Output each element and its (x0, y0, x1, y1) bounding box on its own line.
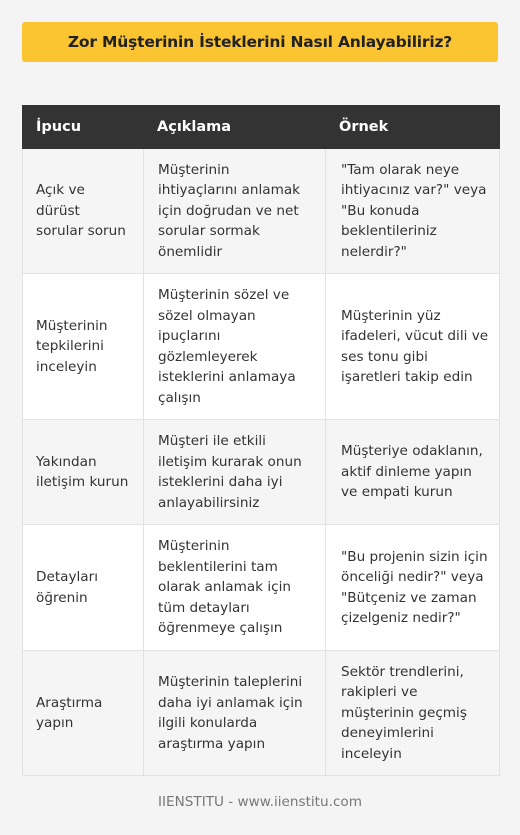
example-cell: Müşterinin yüz ifadeleri, vücut dili ve ses tonu gibi işaretleri takip edin (326, 274, 500, 420)
footer-credit: IIENSTITU - www.iienstitu.com (158, 794, 362, 810)
tip-cell: Yakından iletişim kurun (23, 420, 144, 525)
table-row (23, 149, 500, 274)
tip-cell: Detayları öğrenin (23, 525, 144, 651)
description-cell: Müşteri ile etkili iletişim kurarak onun isteklerini daha iyi anlayabilirsiniz (144, 420, 326, 525)
column-header-example: Örnek (326, 106, 500, 149)
description-cell: Müşterinin taleplerini daha iyi anlamak için ilgili konularda araştırma yapın (144, 651, 326, 776)
tip-cell: Araştırma yapın (23, 651, 144, 776)
column-header-description: Açıklama (144, 106, 326, 149)
example-cell: "Tam olarak neye ihtiyacınız var?" veya "Bu konuda beklentileriniz nelerdir?" (326, 149, 500, 274)
table-row (23, 274, 500, 420)
table-row (23, 525, 500, 651)
table-row (23, 420, 500, 525)
example-cell: Müşteriye odaklanın, aktif dinleme yapın ve empati kurun (326, 420, 500, 525)
tip-cell: Açık ve dürüst sorular sorun (23, 149, 144, 274)
table-header-row (23, 106, 500, 149)
column-header-tip: İpucu (23, 106, 144, 149)
description-cell: Müşterinin ihtiyaçlarını anlamak için doğrudan ve net sorular sormak önemlidir (144, 149, 326, 274)
example-cell: Sektör trendlerini, rakipleri ve müşterinin geçmiş deneyimlerini inceleyin (326, 651, 500, 776)
tip-cell: Müşterinin tepkilerini inceleyin (23, 274, 144, 420)
description-cell: Müşterinin beklentilerini tam olarak anlamak için tüm detayları öğrenmeye çalışın (144, 525, 326, 651)
table-row (23, 651, 500, 776)
description-cell: Müşterinin sözel ve sözel olmayan ipuçlarını gözlemleyerek isteklerini anlamaya çalışın (144, 274, 326, 420)
example-cell: "Bu projenin sizin için önceliği nedir?" veya "Bütçeniz ve zaman çizelgeniz nedir?" (326, 525, 500, 651)
page-title: Zor Müşterinin İsteklerini Nasıl Anlayabiliriz? (67, 33, 453, 51)
tips-table (22, 105, 500, 776)
title-banner (22, 22, 498, 62)
